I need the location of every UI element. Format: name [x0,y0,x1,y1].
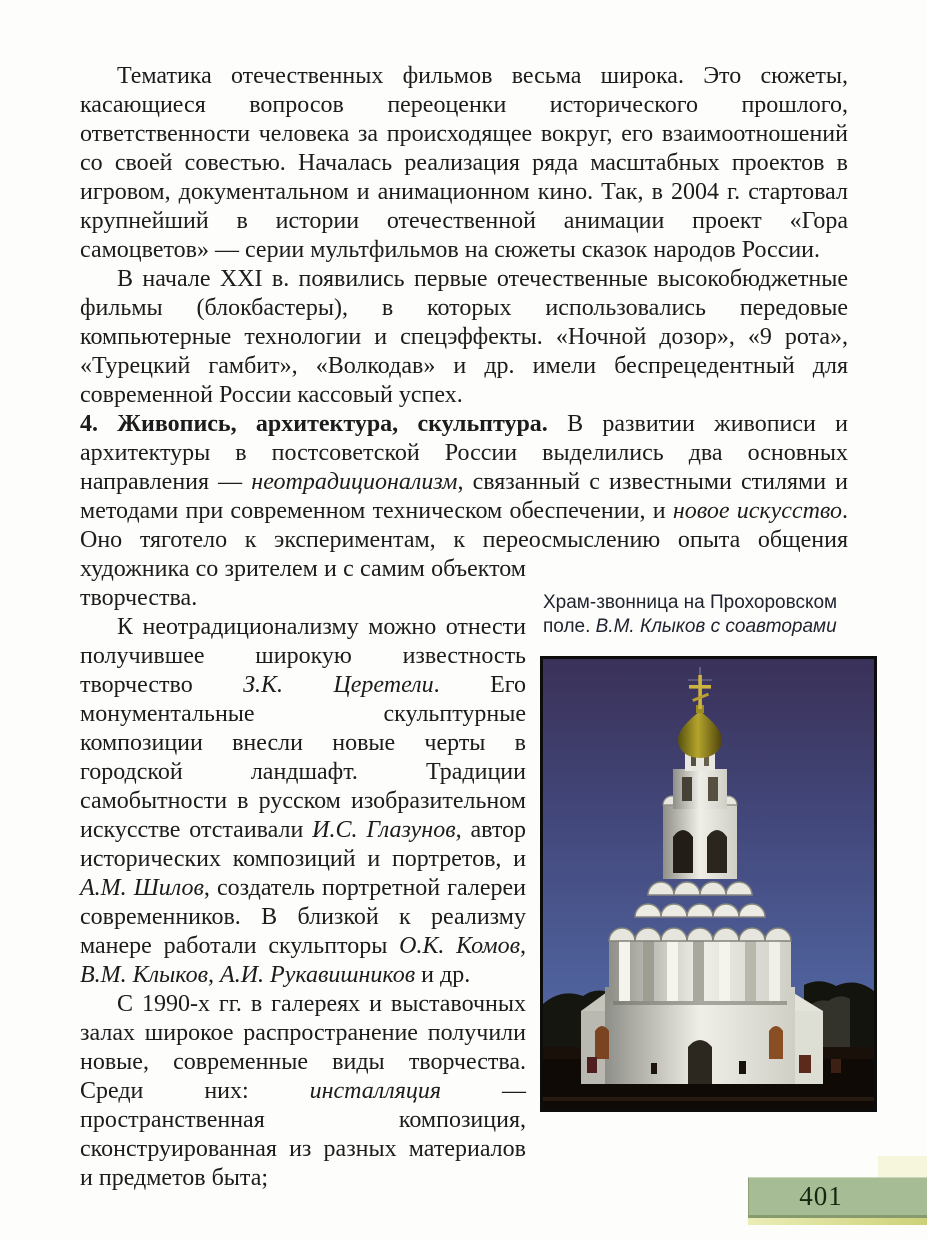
paragraph-blockbusters-text: В начале XXI в. появились первые отечественные высокобюджетные фильмы (блокбастеры), в которых использовались передовые компьютерные технологии и спецэффекты. «Ночной дозор», «9 рота», «Турецкий гамбит», «Волкодав» и др. имели беспрецедентный для современной России кассовый успех. [80,266,848,408]
paragraph-cinema-themes [80,62,848,265]
paragraph-neotrad-text-5: и др. [415,962,471,988]
name-glazunov: И.С. Глазунов [312,817,456,843]
term-installation: инсталляция [309,1078,442,1104]
paragraph-blockbusters [80,265,848,410]
paragraph-1990s-text-2: — пространственная композиция, сконструированная из разных материалов и предметов быта; [80,1078,526,1191]
term-neotraditionalism: неотрадиционализм [251,469,458,495]
paragraph-neotrad-text-4: , создатель портретной галереи современников. В близкой к реализму манере работали скульпторы [80,875,526,959]
paragraph-cinema-themes-text: Тематика отечественных фильмов весьма широка. Это сюжеты, касающиеся вопросов переоценки исторического прошлого, ответственности человека за происходящее вокруг, его взаимоотношений со своей совестью. Началась реализация ряда масштабных проектов в игровом, документальном и анимационном кино. Так, в 2004 г. стартовал крупнейший в истории отечественной анимации проект «Гора самоцветов» — серии мультфильмов на сюжеты сказок народов России. [80,63,848,263]
paragraph-neotrad-text-3: , автор исторических композиций и портретов, и [80,817,527,872]
section-4-text-2: , связанный с известными стилями и методами при современном техническом обеспечении, и [80,469,849,524]
figure-caption [543,591,886,639]
page-edge-strip [748,1218,927,1225]
figure-church [540,591,886,1112]
name-tsereteli: З.К. Церетели [243,672,434,698]
page-number-box [748,1177,927,1218]
section-4-text-4: опыта общения художника со зрителем и с самим объектом творчества. [80,527,848,611]
paragraph-neotrad-text-1: К неотрадиционализму можно отнести получившее широкую известность творчество [80,614,526,698]
church-photo-illustration [543,659,874,1109]
term-new-art: новое искусство [672,498,843,524]
section-4-heading: 4. Живопись, архитектура, скульптура. [80,411,548,437]
section-4-text-1: В развитии живописи и архитектуры в постсоветской России выделились два основных направления — [80,411,848,495]
church-photo [540,656,877,1112]
paragraph-1990s-text-1: С 1990-х гг. в галереях и выставочных залах широкое распространение получили новые, современные виды творчества. Среди них: [80,991,526,1104]
section-4-text-3: . Оно тяготело к экспериментам, к переосмыслению [80,498,849,553]
figure-caption-authors: В.М. Клыков с соавторами [595,616,837,637]
figure-caption-title: Храм-звонница на Прохоровском поле. [543,592,838,637]
page-number: 401 [799,1181,843,1211]
name-shilov: А.М. Шилов [80,875,204,901]
paragraph-neotrad-text-2: . Его монументальные скульптурные композиции внесли новые черты в городской ландшафт. Традиции самобытности в русском изобразительном искусстве отстаивали [80,672,526,843]
section-4-paragraph [80,410,849,637]
names-sculptors: О.К. Комов, В.М. Клыков, А.И. Рукавишников [80,933,526,988]
page-text-column [80,62,848,1193]
